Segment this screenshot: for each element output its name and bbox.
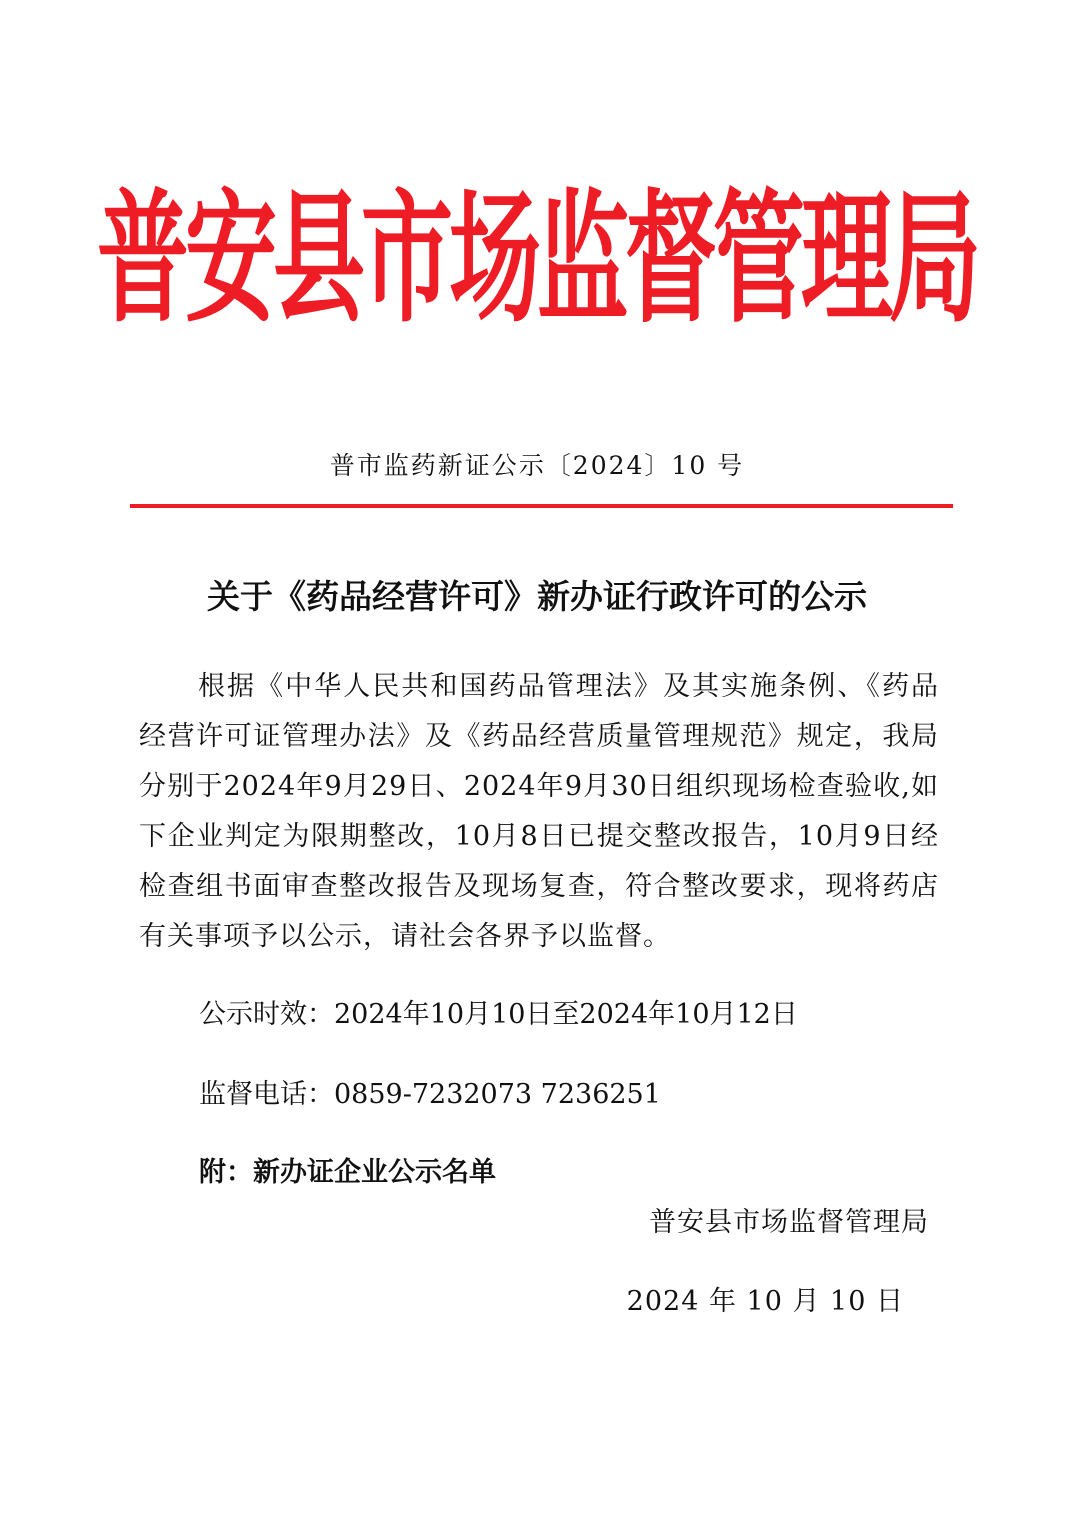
supervision-phone: 监督电话：0859-7232073 7236251 — [199, 1079, 661, 1110]
document-title: 关于《药品经营许可》新办证行政许可的公示 — [207, 577, 867, 616]
validity-period: 公示时效：2024年10月10日至2024年10月12日 — [199, 999, 798, 1030]
document-number: 普市监药新证公示〔2024〕10 号 — [329, 451, 745, 480]
body-paragraph: 根据《中华人民共和国药品管理法》及其实施条例、《药品经营许可证管理办法》及《药品经营质量管理规范》规定，我局分别于2024年9月29日、2024年9月30日组织现场检查验收,如下企业判定为限期整改，10月8日已提交整改报告，10月9日经检查组书面审查整改报告及现场复查，符合整改要求，现将药店有关事项予以公示，请社会各界予以监督。 — [139, 671, 939, 952]
signer-org: 普安县市场监督管理局 — [649, 1207, 929, 1238]
masthead-org-name: 普安县市场监督管理局 — [96, 176, 977, 343]
attachment-note: 附：新办证企业公示名单 — [199, 1157, 496, 1188]
signature-date: 2024 年 10 月 10 日 — [626, 1286, 904, 1317]
red-divider-line — [130, 504, 953, 508]
